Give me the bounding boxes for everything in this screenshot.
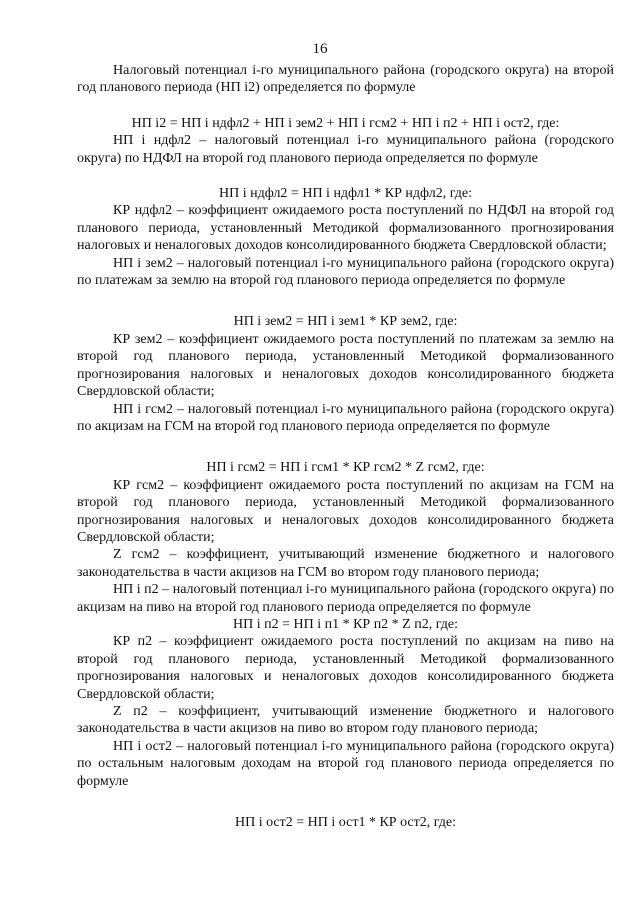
page-number: 16	[312, 41, 328, 57]
definition-np-zem2: НП i зем2 – налоговый потенциал i-го муниципального района (городского округа) по платежам за землю на второй год планового периода определяется по формуле	[77, 255, 614, 289]
definition-kr-p2: КР п2 – коэффициент ожидаемого роста поступлений по акцизам на пиво на второй год планового периода, установленный Методикой формализованного прогнозирования налоговых и неналоговых доходов консолидированного бюджета Свердловской области;	[77, 634, 614, 702]
formula-np-zem2: НП i зем2 = НП i зем1 * КР зем2, где:	[233, 314, 458, 330]
formula-np-ost2: НП i ост2 = НП i ост1 * КР ост2, где:	[234, 815, 457, 831]
definition-z-p2: Z п2 – коэффициент, учитывающий изменение бюджетного и налогового законодательства в части акцизов на пиво во втором году планового периода;	[77, 704, 614, 737]
formula-np-gsm2: НП i гсм2 = НП i гсм1 * КР гсм2 * Z гсм2, где:	[206, 460, 485, 476]
definition-np-ndfl2: НП i ндфл2 – налоговый потенциал i-го муниципального района (городского округа) по НДФЛ на второй год планового периода определяется по формуле	[77, 133, 614, 166]
definition-z-gsm2: Z гсм2 – коэффициент, учитывающий изменение бюджетного и налогового законодательства в части акцизов на ГСМ во втором году планового периода;	[77, 547, 614, 580]
formula-np-p2: НП i п2 = НП i п1 * КР п2 * Z п2, где:	[232, 616, 459, 632]
definition-np-p2: НП i п2 – налоговый потенциал i-го муниципального района (городского округа) по акцизам на пиво на второй год планового периода определяется по формуле	[77, 582, 614, 615]
definition-kr-gsm2: КР гсм2 – коэффициент ожидаемого роста поступлений по акцизам на ГСМ на второй год планового периода, установленный Методикой формализованного прогнозирования налоговых и неналоговых доходов консолидированного бюджета Свердловской области;	[77, 477, 614, 545]
intro-paragraph: Налоговый потенциал i-го муниципального района (городского округа) на второй год планового периода (НП i2) определяется по формуле	[77, 63, 614, 96]
formula-np-i2: НП i2 = НП i ндфл2 + НП i зем2 + НП i гсм2 + НП i п2 + НП i ост2, где:	[131, 115, 560, 131]
definition-np-ost2: НП i ост2 – налоговый потенциал i-го муниципального района (городского округа) по остальным налоговым доходам на второй год планового периода определяется по формуле	[77, 738, 614, 789]
definition-kr-zem2: КР зем2 – коэффициент ожидаемого роста поступлений по платежам за землю на второй год планового периода, установленный Методикой формализованного прогнозирования налоговых и неналоговых доходов консолидированного бюджета Свердловской области;	[77, 331, 614, 400]
definition-np-gsm2: НП i гсм2 – налоговый потенциал i-го муниципального района (городского округа) по акцизам на ГСМ на второй год планового периода определяется по формуле	[77, 401, 614, 434]
definition-kr-ndfl2: КР ндфл2 – коэффициент ожидаемого роста поступлений по НДФЛ на второй год планового периода, установленный Методикой формализованного прогнозирования налоговых и неналоговых доходов консолидированного бюджета Свердловской области;	[77, 203, 614, 254]
document-body	[77, 62, 614, 831]
formula-np-ndfl2: НП i ндфл2 = НП i ндфл1 * КР ндфл2, где:	[219, 186, 472, 202]
